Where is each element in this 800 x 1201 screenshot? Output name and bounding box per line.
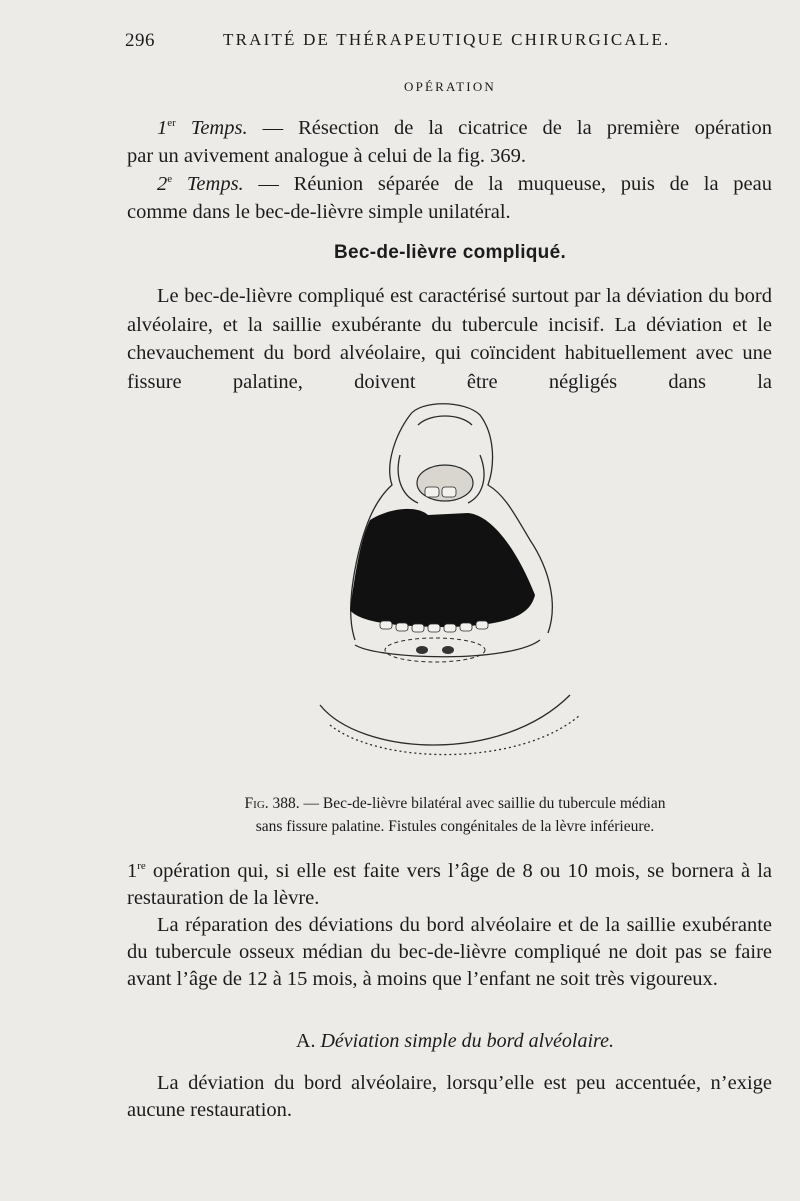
step1-sup: er (167, 117, 176, 130)
subsection-heading (0, 1030, 800, 1053)
step2-label: Temps. (186, 173, 244, 195)
figure-caption (175, 792, 735, 838)
step2-num: 2 (157, 173, 168, 195)
mouth-cavity (350, 509, 535, 627)
step1-line1 (127, 114, 772, 142)
final-text: La déviation du bord alvéolaire, lorsqu’elle est peu accentuée, n’exige aucune restauration. (127, 1072, 772, 1121)
subsection-title: Déviation simple du bord alvéolaire. (320, 1030, 614, 1052)
fistula-outline (385, 638, 485, 662)
section-title: Bec-de-lièvre compliqué. (333, 242, 567, 263)
figure-label: Fig. 388. (244, 795, 300, 812)
step1-label: Temps. (190, 117, 248, 139)
intro-paragraph (127, 282, 772, 396)
caption-line1: — Bec-de-lièvre bilatéral avec saillie du tubercule médian (299, 795, 666, 812)
step2-sup: e (167, 173, 173, 186)
running-title: TRAITÉ DE THÉRAPEUTIQUE CHIRURGICALE. (223, 30, 671, 49)
step1-text: — Résection de la cicatrice de la première opération (247, 117, 772, 139)
step2-text: — Réunion séparée de la muqueuse, puis de la peau (243, 173, 772, 195)
nose-ridge (418, 416, 472, 425)
continuation-num: 1 (127, 860, 138, 882)
continuation-text: opération qui, si elle est faite vers l’âge de 8 ou 10 mois, se bornera à la restauration de la lèvre. (127, 860, 772, 909)
continuation-sup: re (137, 860, 146, 873)
repair-paragraph (127, 912, 772, 993)
fistula-left (416, 646, 428, 654)
step2-line1 (127, 170, 772, 198)
operation-heading: OPÉRATION (403, 79, 497, 94)
caption-line2: sans fissure palatine. Fistules congénitales de la lèvre inférieure. (255, 818, 655, 835)
figure-illustration (300, 395, 600, 775)
repair-text: La réparation des déviations du bord alvéolaire et de la saillie exubérante du tubercule osseux médian du bec-de-lièvre compliqué ne doit pas se faire avant l’âge de 12 à 15 mois, à moins que l’enfant ne soit très vigoureux. (127, 914, 772, 990)
final-paragraph (127, 1070, 772, 1124)
step1-num: 1 (157, 117, 168, 139)
fistula-right (442, 646, 454, 654)
step2-line2: comme dans le bec-de-lièvre simple unilatéral. (127, 201, 511, 223)
page-number: 296 (125, 30, 155, 51)
chin-line (320, 695, 570, 745)
subsection-letter: A. (296, 1030, 316, 1052)
step1-line2: par un avivement analogue à celui de la fig. 369. (127, 145, 527, 167)
intro-text: Le bec-de-lièvre compliqué est caractérisé surtout par la déviation du bord alvéolaire, et la saillie exubérante du tubercule incisif. La déviation et le chevauchement du bord alvéolaire, qui coïncident habituellement avec une fissure palatine, doivent être négligés dans la (127, 285, 772, 393)
continuation-paragraph (127, 858, 772, 912)
running-head (125, 30, 775, 54)
